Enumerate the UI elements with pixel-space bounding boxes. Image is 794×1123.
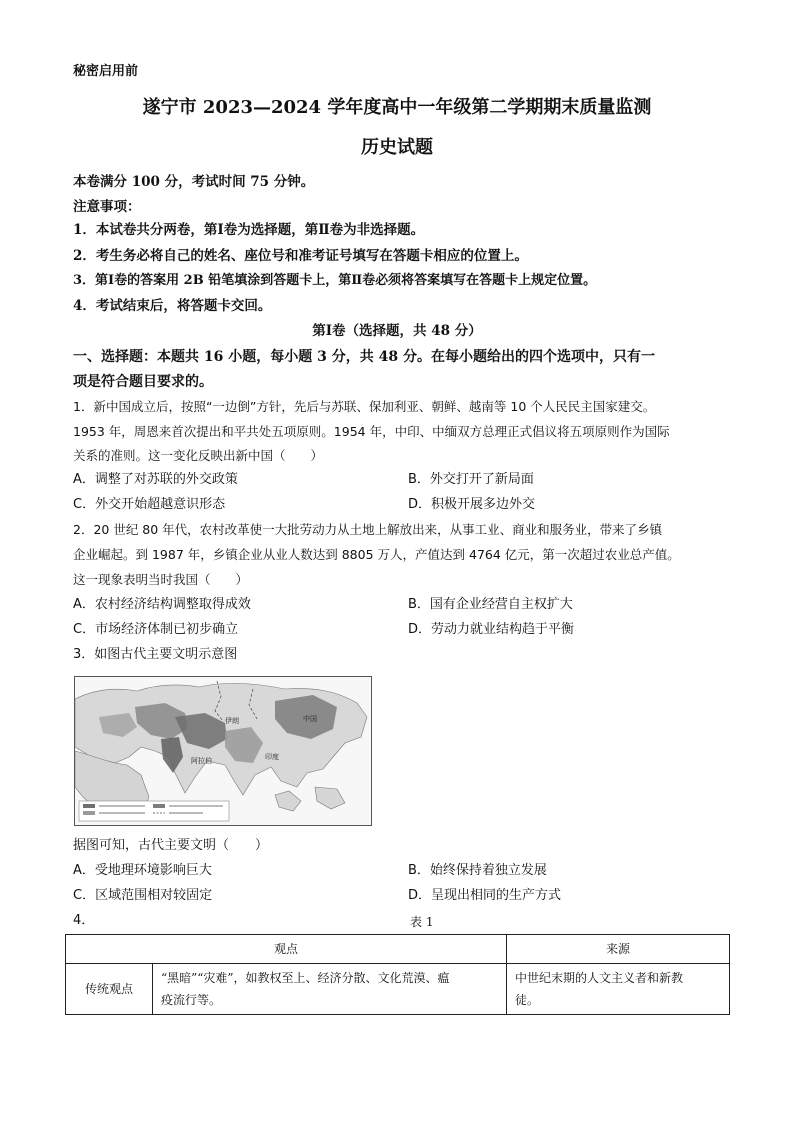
section-instruction-2: 项是符合题目要求的。 [73, 374, 213, 390]
q1-option-b[interactable]: B．外交打开了新局面 [408, 472, 534, 487]
note-2: 2．考生务必将自己的姓名、座位号和准考证号填写在答题卡相应的位置上。 [73, 248, 528, 264]
view-cell [153, 964, 507, 1015]
view-line-2: 疫流行等。 [161, 993, 222, 1007]
map-label-india: 印度 [265, 753, 279, 761]
table-caption: 表 1 [410, 915, 434, 929]
q3-option-a[interactable]: A．受地理环境影响巨大 [73, 863, 212, 878]
exam-subtitle: 历史试题 [361, 137, 433, 158]
section-instruction-1: 一、选择题：本题共 16 小题，每小题 3 分，共 48 分。在每小题给出的四个选项中，只有一 [73, 349, 655, 365]
q1-option-d[interactable]: D．积极开展多边外交 [408, 497, 536, 512]
q3-option-d[interactable]: D．呈现出相同的生产方式 [408, 888, 562, 903]
q1-stem-line-3: 关系的准则。这一变化反映出新中国（ ） [73, 448, 324, 463]
q3-option-c[interactable]: C．区域范围相对较固定 [73, 888, 213, 903]
secret-label: 秘密启用前 [73, 64, 139, 79]
q2-stem-line-3: 这一现象表明当时我国（ ） [73, 572, 249, 587]
score-time: 本卷满分 100 分，考试时间 75 分钟。 [73, 174, 315, 190]
q1-stem-line-1: 1．新中国成立后，按照“一边倒”方针，先后与苏联、保加利亚、朝鲜、越南等 10 个人民民主国家建交。 [73, 399, 656, 414]
source-cell [507, 964, 730, 1015]
note-3: 3．第Ⅰ卷的答案用 2B 铅笔填涂到答题卡上，第Ⅱ卷必须将答案填写在答题卡上规定位置。 [73, 273, 597, 288]
map-label-china: 中国 [303, 715, 317, 723]
q3-after-map: 据图可知，古代主要文明（ ） [73, 838, 269, 853]
q2-stem-line-2: 企业崛起。到 1987 年，乡镇企业从业人数达到 8805 万人，产值达到 4764 亿元，第一次超过农业总产值。 [73, 547, 680, 562]
source-line-2: 徒。 [515, 993, 540, 1007]
row-label: 传统观点 [66, 964, 153, 1015]
q1-option-c[interactable]: C．外交开始超越意识形态 [73, 497, 226, 512]
q3-stem: 3．如图古代主要文明示意图 [73, 647, 238, 662]
q2-option-b[interactable]: B．国有企业经营自主权扩大 [408, 597, 573, 612]
map-label-iran: 伊朗 [225, 717, 239, 725]
table-1 [65, 934, 730, 1015]
map-graphic [75, 677, 371, 825]
q4-number: 4． [73, 913, 95, 928]
view-line-1: “黑暗”“灾难”，如教权至上、经济分散、文化荒漠、瘟 [161, 971, 450, 985]
table-header-source: 来源 [507, 935, 730, 964]
note-4: 4．考试结束后，将答题卡交回。 [73, 298, 272, 314]
map-label-arabia: 阿拉伯 [191, 757, 212, 765]
q2-option-c[interactable]: C．市场经济体制已初步确立 [73, 622, 239, 637]
q3-option-b[interactable]: B．始终保持着独立发展 [408, 863, 547, 878]
q2-option-a[interactable]: A．农村经济结构调整取得成效 [73, 597, 251, 612]
exam-title: 遂宁市 2023—2024 学年度高中一年级第二学期期末质量监测 [142, 97, 652, 118]
q2-option-d[interactable]: D．劳动力就业结构趋于平衡 [408, 622, 575, 637]
table-header-view: 观点 [66, 935, 507, 964]
section-title: 第Ⅰ卷（选择题，共 48 分） [312, 323, 482, 339]
q2-stem-line-1: 2．20 世纪 80 年代，农村改革使一大批劳动力从土地上解放出来，从事工业、商业和服务业，带来了乡镇 [73, 522, 663, 537]
q1-option-a[interactable]: A．调整了对苏联的外交政策 [73, 472, 238, 487]
note-1: 1．本试卷共分两卷，第Ⅰ卷为选择题，第Ⅱ卷为非选择题。 [73, 222, 425, 238]
ancient-civilizations-map [74, 676, 372, 826]
q1-stem-line-2: 1953 年，周恩来首次提出和平共处五项原则。1954 年，中印、中缅双方总理正式倡议将五项原则作为国际 [73, 424, 670, 439]
notes-title: 注意事项： [73, 199, 141, 215]
source-line-1: 中世纪末期的人文主义者和新教 [515, 971, 684, 985]
table-header-row [66, 935, 730, 964]
table-row [66, 964, 730, 1015]
